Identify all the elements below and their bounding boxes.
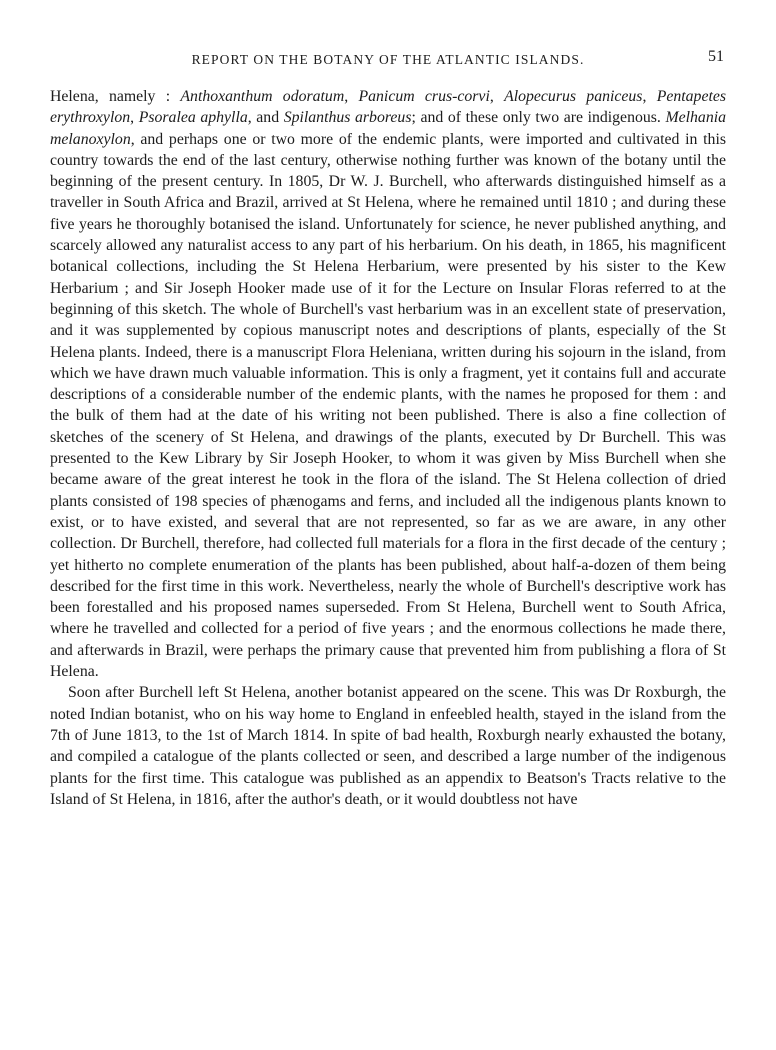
- text-run: ,: [130, 109, 139, 127]
- italic-species-name: Alopecurus paniceus: [504, 88, 643, 105]
- text-run: ,: [489, 88, 505, 105]
- running-head: [50, 44, 726, 72]
- running-title: REPORT ON THE BOTANY OF THE ATLANTIC ISLANDS.: [191, 52, 585, 67]
- body-text: [50, 86, 726, 810]
- paragraph: [50, 86, 726, 682]
- italic-species-name: Psoralea aphylla: [138, 109, 248, 127]
- text-run: , and: [247, 109, 284, 127]
- italic-species-name: Panicum crus-corvi: [358, 88, 490, 105]
- page-number: 51: [708, 48, 724, 65]
- text-run: Helena, namely :: [50, 88, 181, 105]
- paragraph: [50, 682, 726, 810]
- text-run: ,: [642, 88, 657, 105]
- text-run: ,: [344, 88, 359, 105]
- text-run: , and perhaps one or two more of the endemic plants, were imported and cultivated in this country towards the end of the last century, otherwise nothing further was known of the botany until the beginning of the present century. In 1805, Dr W. J. Burchell, who afterwards distinguished himself as a traveller in South Africa and Brazil, arrived at St Helena, where he remained until 1810 ; and during these five years he thoroughly botanised the island. Unfortunately for science, he never published anything, and scarcely allowed any naturalist access to any part of his herbarium. On his death, in 1865, his magnificent botanical collections, including the St Helena Herbarium, were presented by his sister to the Kew Herbarium ; and Sir Joseph Hooker made use of it for the Lecture on Insular Floras referred to at the beginning of this sketch. The whole of Burchell's vast herbarium was in an excellent state of preservation, and it was supplemented by copious manuscript notes and descriptions of plants, especially of the St Helena plants. Indeed, there is a manuscript Flora Heleniana, written during his sojourn in the island, from which we have drawn much valuable information. This is only a fragment, yet it contains full and accurate descriptions of a considerable number of the endemic plants, with the names he proposed for them : and the bulk of them had at the date of his writing not been published. There is also a fine collection of sketches of the scenery of St Helena, and drawings of the plants, executed by Dr Burchell. This was presented to the Kew Library by Sir Joseph Hooker, to whom it was given by Miss Burchell when she became aware of the great interest he took in the flora of the island. The St Helena collection of dried plants consisted of 198 species of phænogams and ferns, and included all the indigenous plants known to exist, or to have existed, and several that are not represented, so far as we are aware, in any other collection. Dr Burchell, therefore, had collected full materials for a flora in the first decade of the century ; yet hitherto no complete enumeration of the plants has been published, about half-a-dozen of them being described for the first time in this work. Nevertheless, nearly the whole of Burchell's descriptive work has been forestalled and his proposed names superseded. From St Helena, Burchell went to South Africa, where he travelled and collected for a period of five years ; and the enormous collections he made there, and afterwards in Brazil, were perhaps the primary cause that prevented him from publishing a flora of St Helena.: [50, 130, 726, 681]
- italic-species-name: Pentapetes erythroxylon: [50, 88, 727, 127]
- italic-species-name: Anthoxanthum odoratum: [180, 88, 345, 105]
- italic-species-name: Spilanthus arboreus: [283, 109, 412, 127]
- text-run: ; and of these only two are indigenous.: [411, 109, 666, 127]
- italic-species-name: Melhania melanoxylon: [50, 109, 727, 148]
- text-run: Soon after Burchell left St Helena, another botanist appeared on the scene. This was Dr Roxburgh, the noted Indian botanist, who on his way home to England in enfeebled health, stayed in the island from the 7th of June 1813, to the 1st of March 1814. In spite of bad health, Roxburgh nearly exhausted the botany, and compiled a catalogue of the plants collected or seen, and described a large number of the indigenous plants for the first time. This catalogue was published as an appendix to Beatson's Tracts relative to the Island of St Helena, in 1816, after the author's death, or it would doubtless not have: [50, 684, 726, 808]
- page: [50, 44, 726, 810]
